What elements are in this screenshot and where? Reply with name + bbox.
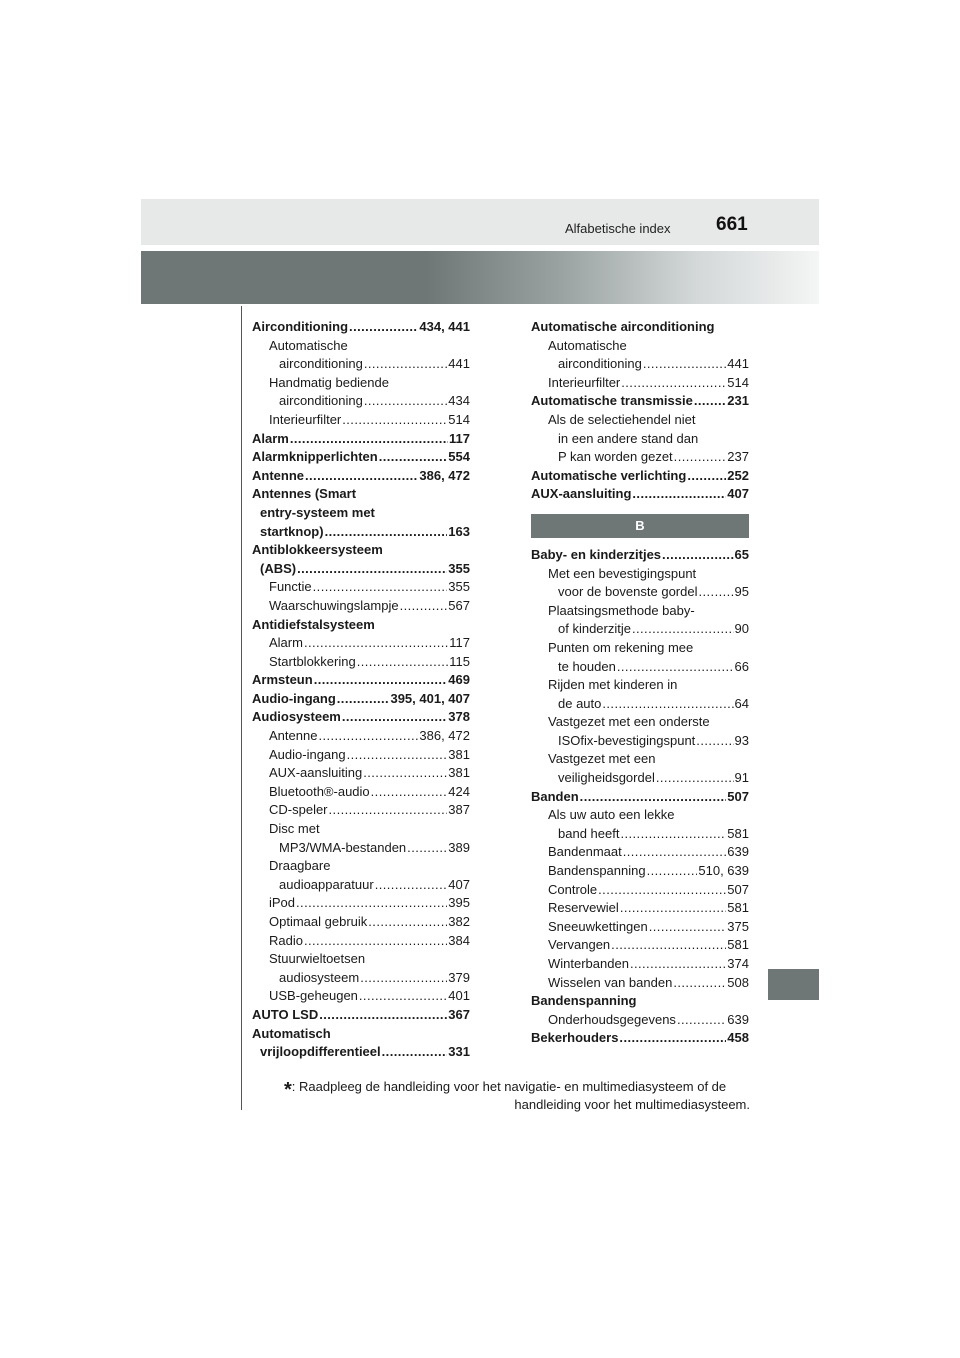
- index-entry: [252, 987, 470, 1006]
- index-entry-text: Audio-ingang: [252, 690, 336, 706]
- index-column-left: [252, 318, 470, 1062]
- index-entry-page: 93: [734, 732, 749, 748]
- index-entry-page: 378: [448, 709, 470, 725]
- index-entry-page: 507: [727, 881, 749, 897]
- dot-leader: [602, 695, 733, 714]
- index-column-right: [531, 318, 749, 1048]
- index-entry-page: 64: [734, 695, 749, 711]
- index-entry: [252, 783, 470, 802]
- dot-leader: [617, 658, 734, 677]
- index-entry: [252, 801, 470, 820]
- index-entry-text: Armsteun: [252, 672, 313, 688]
- index-entry-page: 639: [727, 1011, 749, 1027]
- dot-leader: [314, 671, 448, 690]
- index-entry-text: Automatische transmissie: [531, 393, 693, 409]
- dot-leader: [630, 955, 726, 974]
- index-entry-page: 115: [449, 653, 470, 669]
- index-entry: [252, 894, 470, 913]
- index-entry: [531, 1011, 749, 1030]
- index-entry-text: Onderhoudsgegevens: [548, 1011, 676, 1027]
- index-entry: [252, 392, 470, 411]
- dot-leader: [698, 583, 733, 602]
- dot-leader: [375, 876, 448, 895]
- index-entry-page: 441: [727, 356, 749, 372]
- index-entry-page: 117: [449, 635, 470, 651]
- index-entry-page: 379: [448, 969, 470, 985]
- dot-leader: [677, 1011, 726, 1030]
- dot-leader: [632, 620, 734, 639]
- index-entry-page: 507: [727, 788, 749, 804]
- index-entry-text: Alarm: [252, 430, 289, 446]
- dot-leader: [619, 1029, 726, 1048]
- dot-leader: [325, 523, 448, 542]
- index-entry-text: Interieurfilter: [548, 374, 621, 390]
- dot-leader: [580, 788, 727, 807]
- index-entry-page: 395, 401, 407: [390, 690, 470, 706]
- index-entry: [531, 318, 749, 337]
- index-entry-page: 395: [448, 895, 470, 911]
- chapter-gradient-band: [141, 251, 819, 304]
- index-entry-text: Draagbare: [269, 858, 331, 874]
- index-entry: [252, 913, 470, 932]
- index-entry-page: 581: [727, 937, 749, 953]
- dot-leader: [290, 430, 448, 449]
- index-entry: [252, 560, 470, 579]
- dot-leader: [319, 1006, 447, 1025]
- index-entry: [531, 769, 749, 788]
- index-entry-page: 469: [448, 672, 470, 688]
- index-entry: [531, 955, 749, 974]
- index-entry-text: Wisselen van banden: [548, 974, 673, 990]
- index-entry-text: audioapparatuur: [279, 876, 374, 892]
- index-entry-text: Bandenspanning: [548, 863, 646, 879]
- index-entry: [252, 969, 470, 988]
- index-entry-text: Bandenmaat: [548, 844, 622, 860]
- index-entry-page: 424: [448, 783, 470, 799]
- index-entry: [531, 974, 749, 993]
- index-entry: [252, 820, 470, 839]
- index-entry-text: USB-geheugen: [269, 988, 358, 1004]
- index-entry: [252, 374, 470, 393]
- index-entry: [531, 467, 749, 486]
- dot-leader: [297, 560, 447, 579]
- index-entry: [252, 1006, 470, 1025]
- index-entry-page: 374: [727, 956, 749, 971]
- dot-leader: [371, 783, 448, 802]
- index-entry: [531, 639, 749, 658]
- index-entry-page: 554: [448, 449, 470, 465]
- dot-leader: [400, 597, 448, 616]
- index-entry-page: 95: [734, 584, 749, 600]
- index-entry: [252, 485, 470, 504]
- index-entry-page: 91: [734, 770, 749, 786]
- index-entry-text: in een andere stand dan: [558, 430, 699, 446]
- footnote-line-2: handleiding voor het multimediasysteem.: [514, 1097, 750, 1112]
- index-entry-page: 386, 472: [419, 467, 470, 483]
- index-entry-page: 508: [727, 974, 749, 990]
- index-entry-text: Antennes (Smart: [252, 486, 357, 502]
- index-entry-text: iPod: [269, 895, 296, 911]
- dot-leader: [305, 467, 418, 486]
- dot-leader: [620, 825, 726, 844]
- dot-leader: [696, 732, 733, 751]
- dot-leader: [368, 913, 447, 932]
- index-entry: [531, 565, 749, 584]
- index-entry-page: 331: [448, 1044, 470, 1060]
- index-entry: [252, 764, 470, 783]
- index-entry-page: 567: [448, 597, 470, 613]
- index-entry: [531, 750, 749, 769]
- index-entry: [252, 671, 470, 690]
- index-entry-page: 65: [734, 546, 749, 562]
- index-entry: [531, 355, 749, 374]
- index-entry-text: Winterbanden: [548, 956, 629, 971]
- index-entry-text: Radio: [269, 932, 303, 948]
- dot-leader: [611, 936, 726, 955]
- dot-leader: [364, 355, 447, 374]
- index-entry: [531, 374, 749, 393]
- index-entry: [252, 541, 470, 560]
- index-entry-text: Antenne: [269, 728, 318, 744]
- dot-leader: [662, 546, 733, 565]
- index-entry-text: Alarm: [269, 635, 303, 651]
- index-entry-text: voor de bovenste gordel: [558, 584, 698, 600]
- index-entry-page: 407: [448, 876, 470, 892]
- index-entry: [252, 634, 470, 653]
- index-entry-text: P kan worden gezet: [558, 449, 673, 465]
- index-entry: [252, 411, 470, 430]
- index-entry-page: 90: [734, 621, 749, 637]
- dot-leader: [620, 899, 726, 918]
- dot-leader: [621, 374, 726, 393]
- index-entry-text: airconditioning: [279, 356, 363, 372]
- index-entry-page: 407: [727, 486, 749, 502]
- index-entry-text: Functie: [269, 579, 312, 595]
- index-entry: [531, 788, 749, 807]
- dot-leader: [357, 653, 449, 672]
- index-entry-page: 386, 472: [419, 728, 470, 744]
- index-entry-text: of kinderzitje: [558, 621, 631, 637]
- index-entry: [252, 597, 470, 616]
- index-entry-text: Rijden met kinderen in: [548, 677, 678, 693]
- index-group-a: [531, 318, 749, 504]
- index-entry-page: 381: [448, 765, 470, 781]
- dot-leader: [687, 467, 726, 486]
- index-entry-text: startknop): [260, 523, 324, 539]
- index-entry: [252, 932, 470, 951]
- index-entry-text: Als uw auto een lekke: [548, 807, 675, 823]
- index-entry-text: entry-systeem met: [260, 504, 375, 520]
- index-entry-page: 237: [727, 449, 749, 465]
- index-entry: [531, 881, 749, 900]
- index-entry-text: de auto: [558, 695, 602, 711]
- index-entry: [531, 546, 749, 565]
- index-entry-text: Startblokkering: [269, 653, 356, 669]
- index-entry: [531, 658, 749, 677]
- index-entry: [531, 732, 749, 751]
- index-entry-page: 401: [448, 988, 470, 1004]
- index-entry: [531, 992, 749, 1011]
- index-entry-text: Plaatsingsmethode baby-: [548, 602, 695, 618]
- index-entry-text: AUTO LSD: [252, 1006, 319, 1022]
- index-entry: [531, 899, 749, 918]
- index-entry-text: Disc met: [269, 821, 320, 837]
- index-entry-page: 387: [448, 802, 470, 818]
- dot-leader: [342, 411, 447, 430]
- index-entry-text: Automatische verlichting: [531, 467, 687, 483]
- index-entry-text: Sneeuwkettingen: [548, 918, 648, 934]
- index-entry: [531, 583, 749, 602]
- index-entry-text: Bandenspanning: [531, 993, 637, 1009]
- index-entry: [531, 695, 749, 714]
- index-entry-text: vrijloopdifferentieel: [260, 1044, 381, 1060]
- index-entry: [252, 430, 470, 449]
- index-entry-page: 514: [448, 411, 470, 427]
- index-entry: [531, 825, 749, 844]
- index-entry-page: 389: [448, 839, 470, 855]
- index-entry: [252, 467, 470, 486]
- index-entry-text: Vastgezet met een onderste: [548, 714, 710, 730]
- dot-leader: [318, 727, 418, 746]
- index-entry-page: 252: [727, 467, 749, 483]
- dot-leader: [360, 969, 447, 988]
- dot-leader: [674, 448, 727, 467]
- index-entry: [531, 337, 749, 356]
- index-entry: [531, 806, 749, 825]
- dot-leader: [347, 746, 448, 765]
- index-entry-text: Banden: [531, 788, 579, 804]
- index-entry-text: Punten om rekening mee: [548, 639, 694, 655]
- index-entry: [252, 337, 470, 356]
- dot-leader: [643, 355, 726, 374]
- page-number: 661: [716, 214, 748, 235]
- index-entry: [252, 690, 470, 709]
- index-entry: [252, 504, 470, 523]
- dot-leader: [379, 448, 448, 467]
- index-entry-text: Baby- en kinderzitjes: [531, 546, 662, 562]
- index-entry-text: CD-speler: [269, 802, 328, 818]
- index-entry-text: Interieurfilter: [269, 411, 342, 427]
- index-entry: [531, 918, 749, 937]
- index-entry: [531, 862, 749, 881]
- index-entry: [531, 1029, 749, 1048]
- index-entry: [531, 430, 749, 449]
- index-entry-page: 231: [727, 393, 749, 409]
- index-entry-page: 458: [727, 1030, 749, 1046]
- index-entry: [531, 448, 749, 467]
- section-letter-band: B: [531, 514, 749, 538]
- dot-leader: [304, 932, 447, 951]
- index-entry: [252, 746, 470, 765]
- footnote-marker: *: [284, 1079, 292, 1101]
- index-entry-text: Optimaal gebruik: [269, 914, 368, 929]
- index-entry-page: 355: [448, 560, 470, 576]
- dot-leader: [694, 392, 726, 411]
- index-entry-page: 441: [448, 356, 470, 372]
- index-entry: [252, 578, 470, 597]
- index-entry-text: Automatische: [548, 337, 627, 353]
- index-entry-text: Automatische: [269, 337, 348, 353]
- index-entry-text: Waarschuwingslampje: [269, 597, 399, 613]
- index-entry-text: AUX-aansluiting: [269, 765, 363, 781]
- index-entry-page: 510, 639: [698, 863, 749, 879]
- dot-leader: [649, 918, 727, 937]
- index-entry-page: 514: [727, 374, 749, 390]
- index-entry: [531, 676, 749, 695]
- index-entry-page: 382: [448, 914, 470, 929]
- index-entry: [252, 839, 470, 858]
- index-entry-text: Met een bevestigingspunt: [548, 565, 697, 581]
- dot-leader: [337, 690, 390, 709]
- dot-leader: [623, 843, 727, 862]
- dot-leader: [359, 987, 447, 1006]
- index-entry: [252, 950, 470, 969]
- index-entry: [531, 411, 749, 430]
- index-entry: [252, 318, 470, 337]
- index-entry-text: Bluetooth®-audio: [269, 783, 370, 799]
- index-entry-text: Antiblokkeersysteem: [252, 542, 383, 558]
- index-entry-page: 117: [449, 430, 470, 446]
- index-entry: [531, 602, 749, 621]
- dot-leader: [598, 881, 726, 900]
- dot-leader: [632, 485, 726, 504]
- dot-leader: [382, 1043, 448, 1062]
- index-entry: [252, 857, 470, 876]
- index-entry-text: band heeft: [558, 825, 620, 841]
- index-entry-text: ISOfix-bevestigingspunt: [558, 732, 696, 748]
- index-entry-page: 434, 441: [419, 319, 470, 334]
- index-entry-text: audiosysteem: [279, 969, 360, 985]
- index-entry-page: 375: [727, 918, 749, 934]
- index-entry: [252, 355, 470, 374]
- dot-leader: [407, 839, 447, 858]
- index-group-b: [531, 546, 749, 1048]
- index-entry-text: Vastgezet met een: [548, 751, 656, 767]
- index-entry-text: AUX-aansluiting: [531, 486, 632, 502]
- index-entry: [531, 485, 749, 504]
- index-entry-page: 384: [448, 932, 470, 948]
- index-entry-text: Als de selectiehendel niet: [548, 411, 696, 427]
- index-entry-text: Audio-ingang: [269, 746, 346, 762]
- index-entry: [531, 392, 749, 411]
- margin-rule: [241, 306, 242, 1110]
- index-entry-page: 367: [448, 1006, 470, 1022]
- index-entry-text: Controle: [548, 881, 598, 897]
- index-entry-text: Reservewiel: [548, 900, 619, 916]
- index-entry-text: Handmatig bediende: [269, 374, 389, 390]
- index-entry-page: 639: [727, 844, 749, 860]
- index-entry: [252, 708, 470, 727]
- index-entry: [252, 616, 470, 635]
- index-entry-text: MP3/WMA-bestanden: [279, 839, 407, 855]
- dot-leader: [673, 974, 726, 993]
- index-entry-text: Automatisch: [252, 1025, 331, 1041]
- index-entry-page: 581: [727, 825, 749, 841]
- footnote: [284, 1076, 750, 1114]
- dot-leader: [313, 578, 448, 597]
- index-entry: [252, 1043, 470, 1062]
- index-entry: [252, 876, 470, 895]
- index-entry: [531, 843, 749, 862]
- index-entry-text: airconditioning: [558, 356, 642, 372]
- index-entry-page: 581: [727, 900, 749, 916]
- index-entry: [252, 653, 470, 672]
- index-entry-text: airconditioning: [279, 393, 363, 409]
- dot-leader: [364, 392, 447, 411]
- index-entry-text: Audiosysteem: [252, 709, 341, 725]
- dot-leader: [304, 634, 448, 653]
- index-entry-text: Antidiefstalsysteem: [252, 616, 375, 632]
- index-entry: [252, 523, 470, 542]
- dot-leader: [656, 769, 734, 788]
- index-entry: [531, 620, 749, 639]
- chapter-thumb-tab: [768, 969, 819, 1000]
- running-header-title: Alfabetische index: [565, 221, 671, 236]
- index-entry-text: Alarmknipperlichten: [252, 449, 378, 465]
- index-entry: [531, 713, 749, 732]
- index-entry-page: 355: [448, 579, 470, 595]
- index-entry-text: Automatische airconditioning: [531, 319, 715, 334]
- index-entry-text: (ABS): [260, 560, 297, 576]
- dot-leader: [329, 801, 448, 820]
- index-entry: [252, 727, 470, 746]
- index-entry-text: Antenne: [252, 467, 304, 483]
- dot-leader: [647, 862, 698, 881]
- index-entry-page: 66: [734, 658, 749, 674]
- index-entry-text: veiligheidsgordel: [558, 770, 655, 786]
- dot-leader: [363, 764, 447, 783]
- index-entry-text: Stuurwieltoetsen: [269, 951, 366, 967]
- index-entry-page: 163: [448, 523, 470, 539]
- index-entry-text: te houden: [558, 658, 616, 674]
- index-entry: [252, 448, 470, 467]
- index-entry: [252, 1025, 470, 1044]
- dot-leader: [296, 894, 447, 913]
- footnote-line-1: : Raadpleeg de handleiding voor het navigatie- en multimediasysteem of de: [291, 1079, 727, 1094]
- index-entry: [531, 936, 749, 955]
- dot-leader: [342, 708, 447, 727]
- index-entry-text: Airconditioning: [252, 319, 349, 334]
- index-entry-text: Bekerhouders: [531, 1030, 619, 1046]
- dot-leader: [349, 318, 418, 337]
- index-entry-text: Vervangen: [548, 937, 611, 953]
- index-entry-page: 434: [448, 393, 470, 409]
- index-entry-page: 381: [448, 746, 470, 762]
